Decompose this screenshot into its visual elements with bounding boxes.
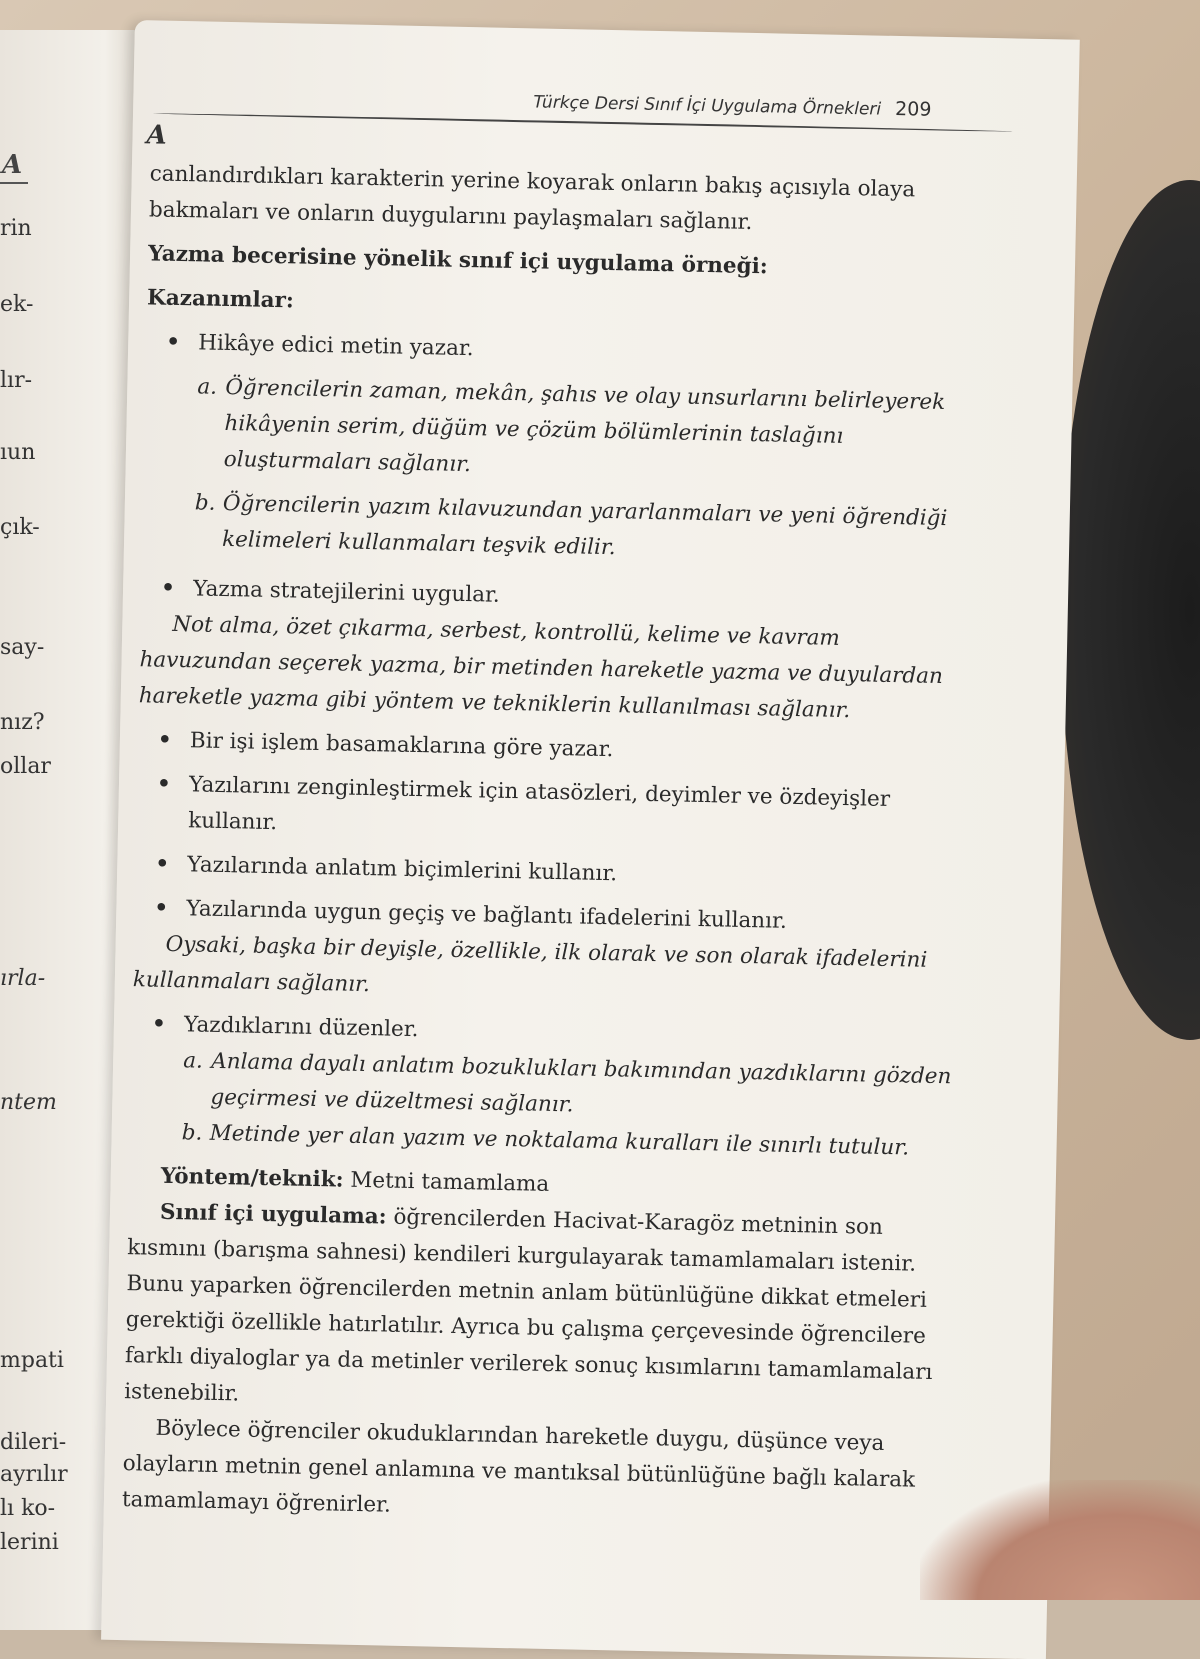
left-page-fragment: ıun xyxy=(0,440,36,465)
publisher-logo-icon: A xyxy=(146,120,168,151)
book-page xyxy=(101,20,1080,1659)
bullet-text: Yazma stratejilerini uygular. xyxy=(192,576,501,608)
bullet-icon: • xyxy=(165,329,181,356)
left-page-rule xyxy=(0,182,28,184)
thumb xyxy=(920,1480,1200,1600)
practice-paragraph xyxy=(124,1194,958,1427)
sub-marker: b. xyxy=(194,490,216,516)
bullet-icon: • xyxy=(154,895,169,921)
bullet-text: Yazılarını zenginleştirmek için atasözleri, deyimler ve özdeyişler kullanır. xyxy=(187,772,891,836)
intro-paragraph: canlandırdıkları karakterin yerine koyarak onların bakış açısıyla olaya bakmaları ve onların duygularını paylaşmaları sağlanır. xyxy=(148,161,916,235)
left-page-fragment: lı ko- xyxy=(0,1496,56,1521)
page-number: 209 xyxy=(894,97,932,121)
bullet-icon: • xyxy=(157,727,172,753)
closing-paragraph: Böylece öğrenciler okuduklarından hareketle duygu, düşünce veya olayların metnin genel anlamına ve mantıksal bütünlüğüne bağlı kalarak tamamlamayı öğrenirler. xyxy=(121,1415,916,1518)
note-paragraph: Not alma, özet çıkarma, serbest, kontrollü, kelime ve kavram havuzundan seçerek yazma, bir metinden hareketle yazma ve duyulardan hareketle yazma gibi yöntem ve tekniklerin kullanılması sağlanır. xyxy=(138,611,944,724)
bullet-text: Yazdıklarını düzenler. xyxy=(183,1012,419,1043)
left-page-fragment: ayrılır xyxy=(0,1462,68,1487)
page-body xyxy=(122,156,980,1535)
bullet-icon: • xyxy=(151,1011,166,1037)
sub-text: Öğrencilerin zaman, mekân, şahıs ve olay unsurlarını belirleyerek hikâyenin serim, düğüm ve çözüm bölümlerinin taslağını oluşturmaları sağlanır. xyxy=(223,374,946,478)
bullet-text: Yazılarında uygun geçiş ve bağlantı ifadelerini kullanır. xyxy=(186,896,788,934)
left-page-fragment: say- xyxy=(0,635,45,660)
sub-text: Anlama dayalı anlatım bozuklukları bakımından yazdıklarını gözden geçirmesi ve düzeltmesi sağlanır. xyxy=(210,1048,952,1118)
sub-text: Metinde yer alan yazım ve noktalama kuralları ile sınırlı tutulur. xyxy=(209,1120,910,1161)
note-paragraph: Oysaki, başka bir deyişle, özellikle, ilk olarak ve son olarak ifadelerini kullanmaları sağlanır. xyxy=(132,931,928,998)
left-page-fragment: ek- xyxy=(0,292,34,317)
bullet-text: Bir işi işlem basamaklarına göre yazar. xyxy=(189,728,614,763)
sub-marker: b. xyxy=(181,1120,203,1146)
bullet-text: Hikâye edici metin yazar. xyxy=(197,330,474,362)
method-label: Yöntem/teknik: xyxy=(160,1163,344,1193)
left-page-fragment: mpati xyxy=(0,1348,64,1373)
kazanimlar-label: Kazanımlar: xyxy=(146,285,295,314)
left-page-fragment: nız? xyxy=(0,710,45,735)
left-page-fragment: dileri- xyxy=(0,1430,67,1455)
left-page-logo-icon: A xyxy=(2,150,23,180)
bullet-icon: • xyxy=(155,851,170,877)
bullet-icon: • xyxy=(160,575,176,601)
left-page-fragment: lerini xyxy=(0,1530,59,1555)
practice-text: öğrencilerden Hacivat-Karagöz metninin son kısmını (barışma sahnesi) kendileri kurgulayarak tamamlamaları istenir. Bunu yaparken öğrencilerden metnin anlam bütünlüğüne dikkat etmeleri gerektiği özellikle hatırlatılır. Ayrıca bu çalışma çerçevesinde öğrencilere farklı diyaloglar ya da metinler verilerek sonuç kısımlarını tamamlamaları istenebilir. xyxy=(124,1204,933,1407)
sub-marker: a. xyxy=(197,374,218,400)
left-page-fragment: ntem xyxy=(0,1090,57,1115)
left-page-fragment: ırla- xyxy=(0,966,46,991)
header-title: Türkçe Dersi Sınıf İçi Uygulama Örnekleri xyxy=(533,92,882,120)
running-header xyxy=(533,90,1003,122)
sub-marker: a. xyxy=(182,1048,204,1074)
left-page-fragment: çık- xyxy=(0,515,40,540)
practice-label: Sınıf içi uygulama: xyxy=(159,1199,387,1230)
left-page-fragment: lır- xyxy=(0,368,33,393)
bullet-icon: • xyxy=(156,771,172,797)
sub-item xyxy=(143,368,975,493)
method-value: Metni tamamlama xyxy=(350,1167,550,1197)
bullet-text: Yazılarında anlatım biçimlerini kullanır. xyxy=(187,852,618,887)
left-page-fragment: ollar xyxy=(0,754,51,779)
section-title: Yazma becerisine yönelik sınıf içi uygulama örneği: xyxy=(147,241,769,280)
left-page-fragment: rin xyxy=(0,216,32,241)
sub-text: Öğrencilerin yazım kılavuzundan yararlanmaları ve yeni öğrendiği kelimeleri kullanmaları teşvik edilir. xyxy=(221,490,948,561)
